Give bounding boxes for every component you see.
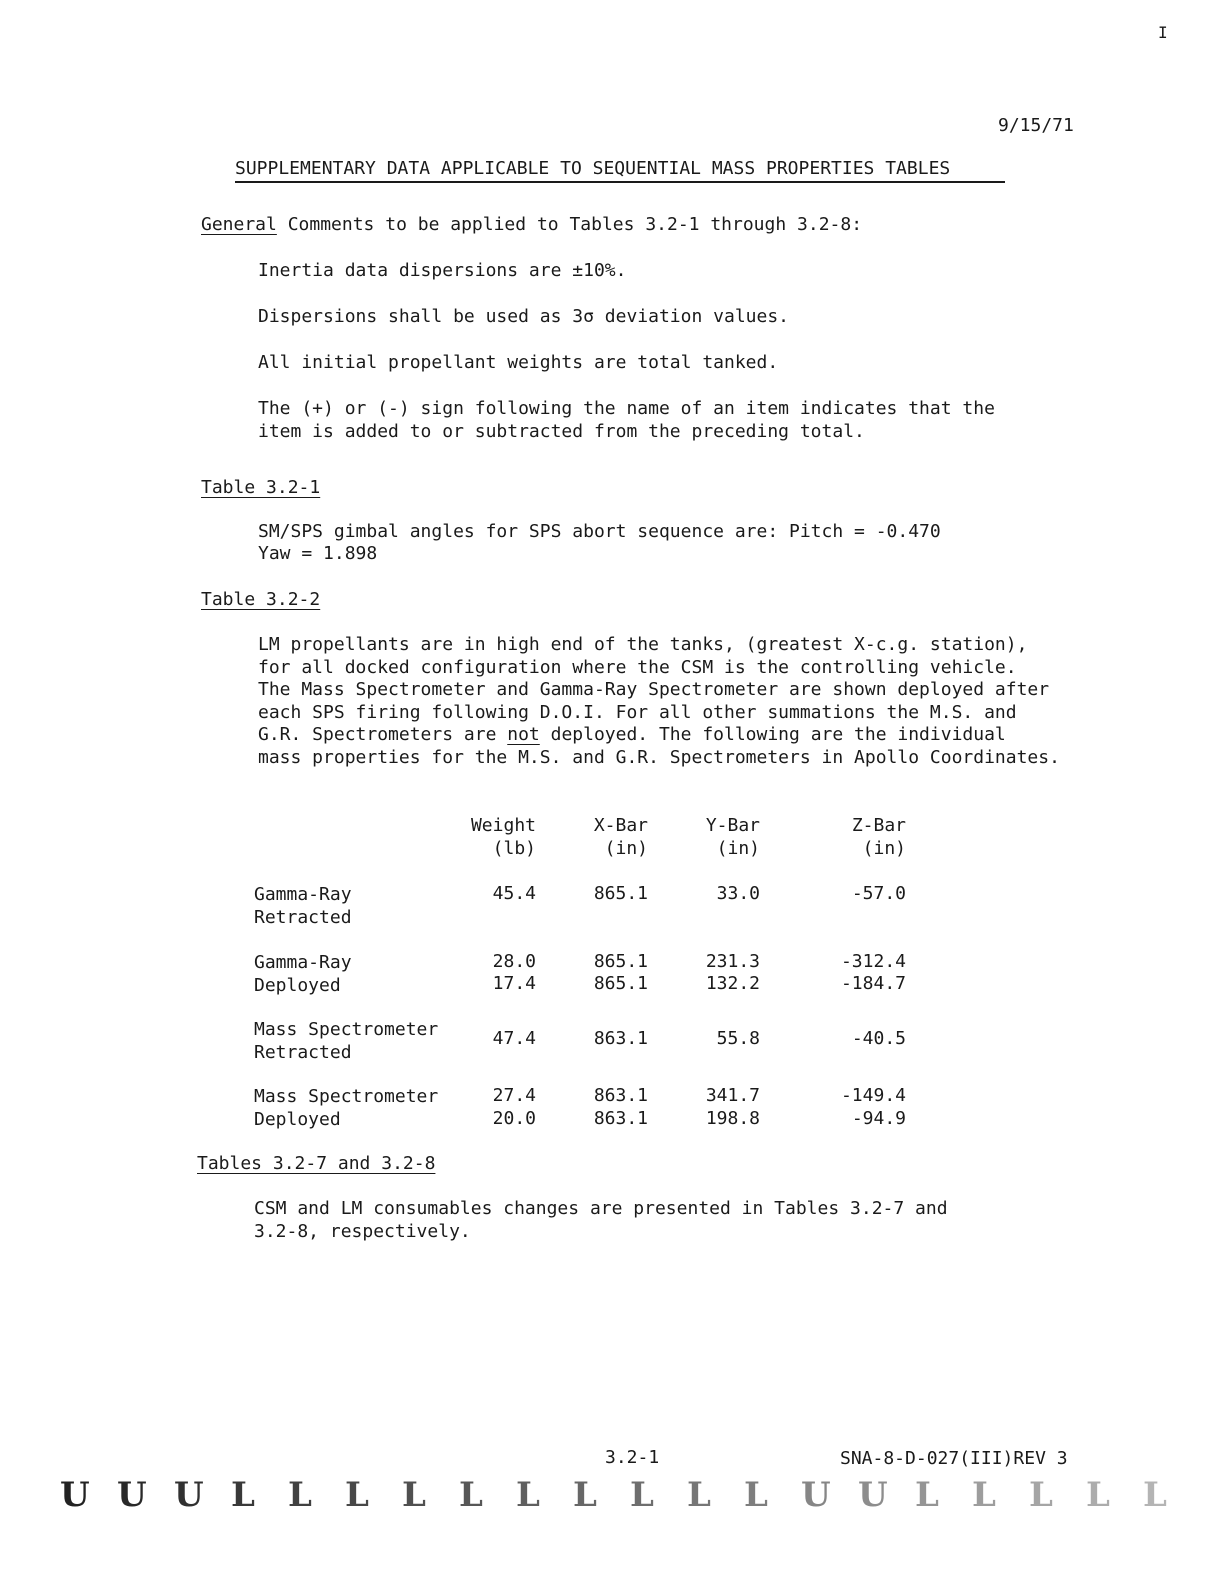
col-ybar-name: Y-Bar <box>705 815 760 836</box>
cell-xbar: 865.1 <box>593 951 648 972</box>
cell-ybar: 341.7 <box>705 1085 760 1106</box>
cell-weight: 45.4 <box>492 883 536 904</box>
col-zbar-unit: (in) <box>862 838 906 859</box>
cell-ybar: 198.8 <box>705 1108 760 1129</box>
tables-327-328-heading: Tables 3.2-7 and 3.2-8 <box>197 1153 436 1174</box>
general-item-2: Dispersions shall be used as 3σ deviation values. <box>258 306 790 327</box>
general-heading: General <box>201 214 277 235</box>
edge-mark: L <box>459 1475 483 1515</box>
general-heading-rest: Comments to be applied to Tables 3.2-1 through 3.2-8: <box>276 214 863 235</box>
cell-xbar: 863.1 <box>593 1085 648 1106</box>
cell-weight: 20.0 <box>492 1108 536 1129</box>
edge-mark: U <box>117 1475 147 1515</box>
cell-zbar: -149.4 <box>840 1085 906 1106</box>
edge-mark: L <box>1029 1475 1053 1515</box>
cell-ybar: 132.2 <box>705 973 760 994</box>
cell-zbar: -184.7 <box>840 973 906 994</box>
cell-ybar: 231.3 <box>705 951 760 972</box>
document-title: SUPPLEMENTARY DATA APPLICABLE TO SEQUENTIAL MASS PROPERTIES TABLES <box>235 158 1005 183</box>
table-322-text-part-1: LM propellants are in high end of the tanks, (greatest X-c.g. station), for all docked configuration where the CSM is the controlling vehicle. The Mass Spectrometer and Gamma-Ray Spectrometer are shown deployed after each SPS firing following D.O.I. For all other summations the M.S. and G.R. Spectrometers are <box>258 634 1050 746</box>
general-item-4: The (+) or (-) sign following the name of an item indicates that the item is added to or subtracted from the preceding total. <box>258 398 995 442</box>
row-label: Mass Spectrometer Deployed <box>254 1086 439 1130</box>
cell-zbar: -94.9 <box>851 1108 906 1129</box>
edge-mark: L <box>1086 1475 1110 1515</box>
cell-weight: 17.4 <box>492 973 536 994</box>
col-xbar-unit: (in) <box>604 838 648 859</box>
page-mark: I <box>1158 23 1168 42</box>
cell-weight: 27.4 <box>492 1085 536 1106</box>
table-321-heading: Table 3.2-1 <box>201 477 321 498</box>
col-zbar-name: Z-Bar <box>851 815 906 836</box>
footer-document-id: SNA-8-D-027(III)REV 3 <box>840 1448 1068 1469</box>
edge-mark: L <box>231 1475 255 1515</box>
edge-mark: U <box>174 1475 204 1515</box>
row-label: Mass Spectrometer Retracted <box>254 1019 439 1063</box>
cell-xbar: 865.1 <box>593 973 648 994</box>
general-item-1: Inertia data dispersions are ±10%. <box>258 260 627 281</box>
cell-ybar: 33.0 <box>716 883 760 904</box>
edge-mark: U <box>801 1475 831 1515</box>
edge-mark: U <box>858 1475 888 1515</box>
table-322-text-part-2: deployed. The following are the individual mass properties for the M.S. and G.R. Spectrometers in Apollo Coordinates. <box>258 724 1060 768</box>
table-321-text: SM/SPS gimbal angles for SPS abort sequence are: Pitch = -0.470 Yaw = 1.898 <box>258 521 941 564</box>
cell-zbar: -57.0 <box>851 883 906 904</box>
cell-zbar: -312.4 <box>840 951 906 972</box>
edge-mark: L <box>915 1475 939 1515</box>
edge-mark: L <box>972 1475 996 1515</box>
edge-mark: U <box>60 1475 90 1515</box>
cell-xbar: 863.1 <box>593 1028 648 1049</box>
cell-ybar: 55.8 <box>716 1028 760 1049</box>
cell-weight: 47.4 <box>492 1028 536 1049</box>
edge-mark: L <box>687 1475 711 1515</box>
col-ybar-unit: (in) <box>716 838 760 859</box>
footer-page-number: 3.2-1 <box>605 1447 660 1468</box>
edge-mark: L <box>345 1475 369 1515</box>
general-item-3: All initial propellant weights are total tanked. <box>258 352 779 373</box>
col-weight-name: Weight <box>470 815 536 836</box>
edge-mark: L <box>402 1475 426 1515</box>
row-label: Gamma-Ray Retracted <box>254 884 352 928</box>
cell-weight: 28.0 <box>492 951 536 972</box>
row-label: Gamma-Ray Deployed <box>254 952 352 996</box>
edge-mark: L <box>288 1475 312 1515</box>
cell-zbar: -40.5 <box>851 1028 906 1049</box>
col-weight-unit: (lb) <box>492 838 536 859</box>
edge-mark: L <box>744 1475 768 1515</box>
tables-327-328-text: CSM and LM consumables changes are presented in Tables 3.2-7 and 3.2-8, respectively. <box>254 1198 948 1242</box>
col-xbar-name: X-Bar <box>593 815 648 836</box>
edge-mark: L <box>630 1475 654 1515</box>
scan-edge-marks <box>60 1475 1167 1520</box>
table-322-heading: Table 3.2-2 <box>201 589 321 610</box>
edge-mark: L <box>573 1475 597 1515</box>
edge-mark: L <box>1143 1475 1167 1515</box>
table-322-text-not: not <box>507 724 540 746</box>
cell-xbar: 863.1 <box>593 1108 648 1129</box>
document-date: 9/15/71 <box>998 115 1074 136</box>
general-heading-line <box>201 214 862 236</box>
cell-xbar: 865.1 <box>593 883 648 904</box>
table-322-text <box>258 634 1060 770</box>
edge-mark: L <box>516 1475 540 1515</box>
